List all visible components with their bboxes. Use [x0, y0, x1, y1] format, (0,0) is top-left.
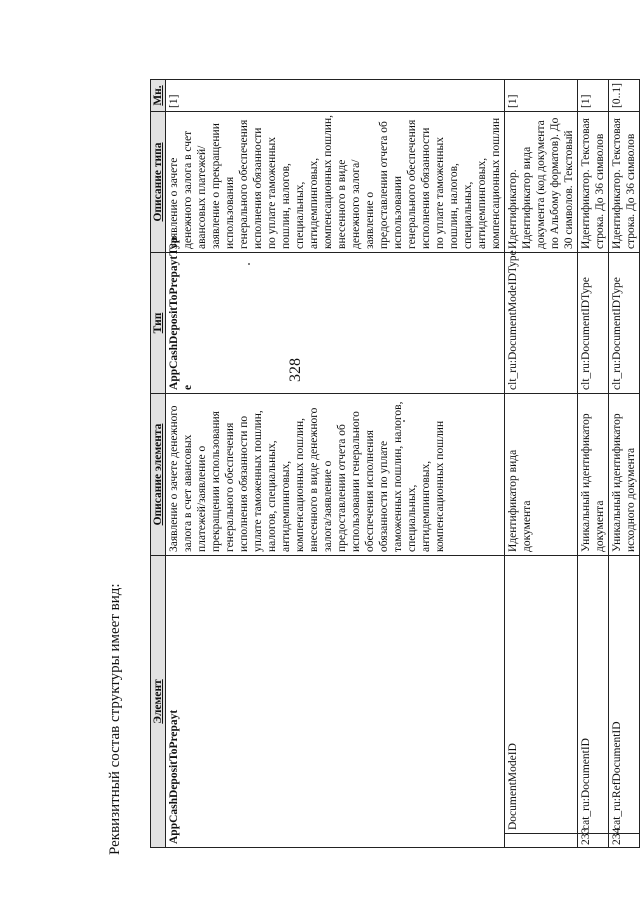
table-row	[505, 79, 578, 847]
cell-type: AppCashDepositToPrepaytTyp e	[166, 252, 505, 393]
cell-element: cat_ru:DocumentID	[578, 555, 609, 833]
table-row	[609, 79, 640, 847]
cell-description: Идентификатор вида документа	[505, 393, 578, 555]
cell-element: DocumentModeID	[505, 555, 578, 833]
page-number: 328	[287, 358, 304, 382]
cell-type: clt_ru:DocumentIDType	[578, 252, 609, 393]
table-row	[578, 79, 609, 847]
header-type-description: Описание типа	[151, 111, 166, 252]
table-header-row	[151, 79, 166, 847]
table-row	[166, 79, 505, 847]
cell-type: clt_ru:DocumentModeIDType	[505, 252, 578, 393]
cell-number: 233	[578, 834, 609, 848]
header-multiplicity: Мн.	[151, 79, 166, 111]
cell-description: Заявление о зачете денежного залога в счет авансовых платежей/заявление о прекращении использования генерального обеспечения исполнения обязанности по уплате таможенных пошлин, налогов, специальных, антидемпинговых, компенсационных пошлин, внесенного в виде денежного залога/заявление о предоставлении отчета об использовании генерального обеспечения исполнения обязанности по уплате таможенных пошлин, налогов, специальных, антидемпинговых, компенсационных пошлин	[166, 393, 505, 555]
cell-multiplicity: [1]	[166, 79, 505, 111]
cell-type-description: Идентификатор. Идентификатор вида документа (код документа по Альбому форматов). До 30 символов. Текстовый	[505, 111, 578, 252]
cell-element: cat_ru:RefDocumentID	[609, 555, 640, 833]
cell-description: Уникальный идентификатор исходного документа	[609, 393, 640, 555]
cell-description: Уникальный идентификатор документа	[578, 393, 609, 555]
cell-element: AppCashDepositToPrepayt	[166, 555, 505, 847]
cell-number: 234	[609, 834, 640, 848]
cell-type-description: Идентификатор. Текстовая строка. До 36 символов	[578, 111, 609, 252]
requisites-table	[150, 80, 637, 848]
cell-type: clt_ru:DocumentIDType	[609, 252, 640, 393]
cell-multiplicity: [1]	[578, 79, 609, 111]
cell-type-description: Идентификатор. Текстовая строка. До 36 символов	[609, 111, 640, 252]
cell-type-description: Заявление о зачете денежного залога в счет авансовых платежей/заявление о прекращении использования генерального обеспечения исполнения обязанности по уплате таможенных пошлин, налогов, специальных, антидемпинговых, компенсационных пошлин, внесенного в виде денежного залога/заявление о предоставлении отчета об использовании генерального обеспечения исполнения обязанности по уплате таможенных пошлин, налогов, специальных, антидемпинговых, компенсационных пошлин	[166, 111, 505, 252]
cell-number	[505, 834, 578, 848]
intro-text: Реквизитный состав структуры имеет вид:	[107, 583, 123, 855]
header-type: Тип	[151, 252, 166, 393]
header-element: Элемент	[151, 555, 166, 847]
cell-multiplicity: [0..1]	[609, 79, 640, 111]
cell-multiplicity: [1]	[505, 79, 578, 111]
header-description: Описание элемента	[151, 393, 166, 555]
